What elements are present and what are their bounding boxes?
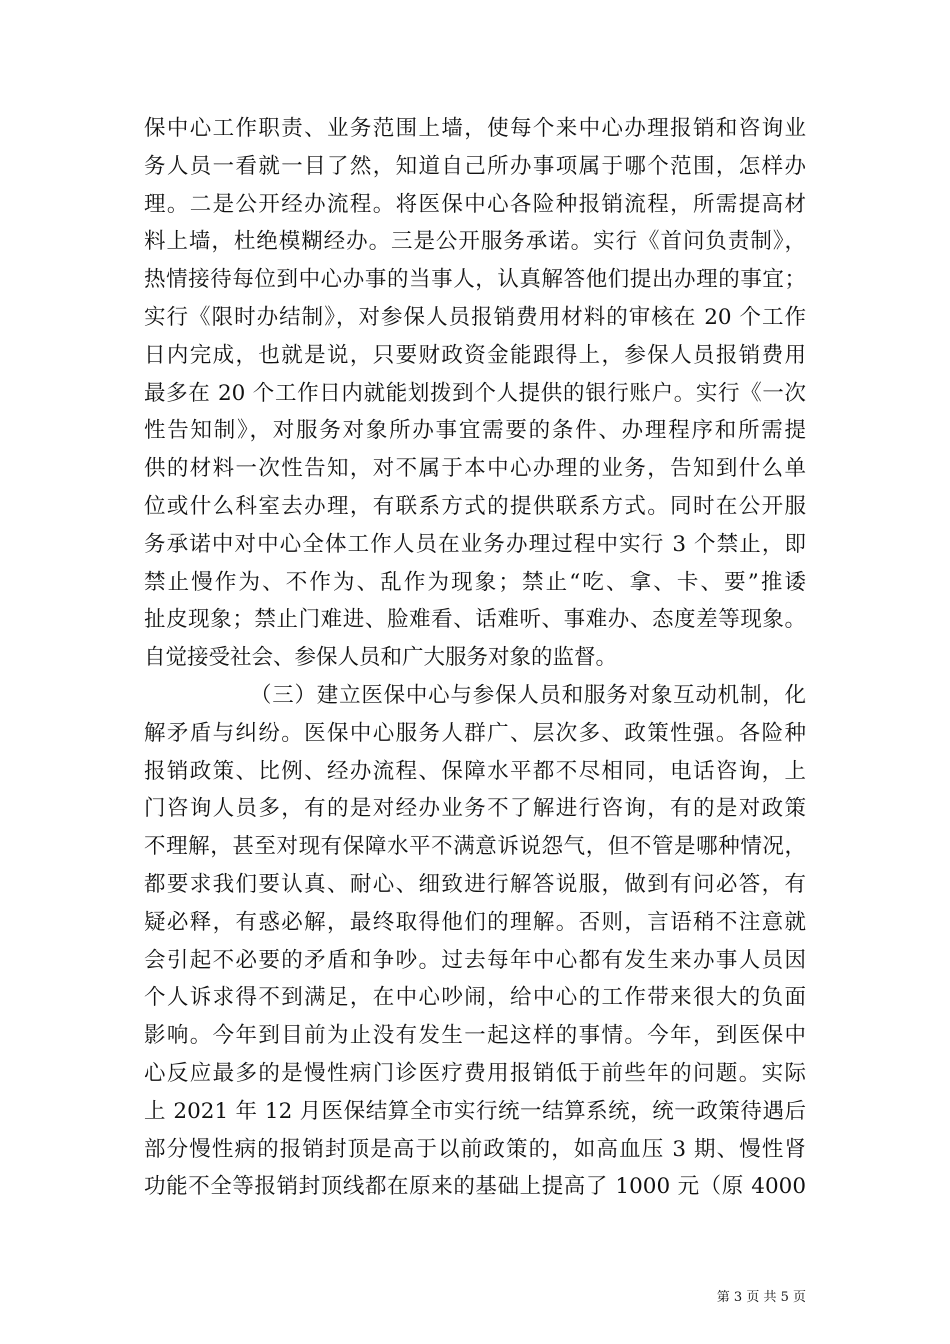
text-line: 位或什么科室去办理，有联系方式的提供联系方式。同时在公开服 [144, 493, 806, 519]
text-line: 禁止慢作为、不作为、乱作为现象；禁止“吃、拿、卡、要”推诿 [144, 569, 806, 595]
text-line: 保中心工作职责、业务范围上墙，使每个来中心办理报销和咨询业 [144, 116, 806, 141]
text-line: 不理解，甚至对现有保障水平不满意诉说怨气，但不管是哪种情况， [144, 834, 806, 860]
text-line: 部分慢性病的报销封顶是高于以前政策的，如高血压 3 期、慢性肾 [144, 1136, 806, 1162]
text-line: 供的材料一次性告知，对不属于本中心办理的业务，告知到什么单 [144, 456, 806, 482]
text-line: 日内完成，也就是说，只要财政资金能跟得上，参保人员报销费用 [144, 342, 806, 368]
text-line: 门咨询人员多，有的是对经办业务不了解进行咨询，有的是对政策 [144, 796, 806, 822]
text-line: 料上墙，杜绝模糊经办。三是公开服务承诺。实行《首问负责制》， [144, 229, 806, 255]
text-line: 实行《限时办结制》，对参保人员报销费用材料的审核在 20 个工作 [144, 304, 806, 330]
text-line: 扯皮现象；禁止门难进、脸难看、话难听、事难办、态度差等现象。 [144, 607, 806, 633]
text-line: 热情接待每位到中心办事的当事人，认真解答他们提出办理的事宜； [144, 267, 806, 293]
text-line: 务人员一看就一目了然，知道自己所办事项属于哪个范围，怎样办 [144, 153, 806, 179]
section-heading-line: （三）建立医保中心与参保人员和服务对象互动机制，化 [250, 682, 806, 708]
text-line: 疑必释，有惑必解，最终取得他们的理解。否则，言语稍不注意就 [144, 909, 806, 935]
text-line: 影响。今年到目前为止没有发生一起这样的事情。今年，到医保中 [144, 1023, 806, 1049]
text-line: 最多在 20 个工作日内就能划拨到个人提供的银行账户。实行《一次 [144, 380, 806, 406]
body-text [144, 110, 806, 1206]
text-line: 性告知制》，对服务对象所办事宜需要的条件、办理程序和所需提 [144, 418, 806, 444]
text-line: 上 2021 年 12 月医保结算全市实行统一结算系统，统一政策待遇后 [144, 1098, 806, 1124]
text-line: 会引起不必要的矛盾和争吵。过去每年中心都有发生来办事人员因 [144, 947, 806, 973]
text-line: 务承诺中对中心全体工作人员在业务办理过程中实行 3 个禁止，即 [144, 531, 806, 557]
text-line: 解矛盾与纠纷。医保中心服务人群广、层次多、政策性强。各险种 [144, 720, 806, 746]
text-line: 心反应最多的是慢性病门诊医疗费用报销低于前些年的问题。实际 [144, 1060, 806, 1086]
text-line: 功能不全等报销封顶线都在原来的基础上提高了 1000 元（原 4000 [144, 1174, 806, 1200]
text-line: 理。二是公开经办流程。将医保中心各险种报销流程，所需提高材 [144, 191, 806, 217]
text-line: 个人诉求得不到满足，在中心吵闹，给中心的工作带来很大的负面 [144, 985, 806, 1011]
text-line: 报销政策、比例、经办流程、保障水平都不尽相同，电话咨询，上 [144, 758, 806, 784]
text-line: 都要求我们要认真、耐心、细致进行解答说服，做到有问必答，有 [144, 871, 806, 897]
text-line: 自觉接受社会、参保人员和广大服务对象的监督。 [144, 645, 618, 671]
page-number-footer: 第 3 页 共 5 页 [716, 1290, 806, 1305]
